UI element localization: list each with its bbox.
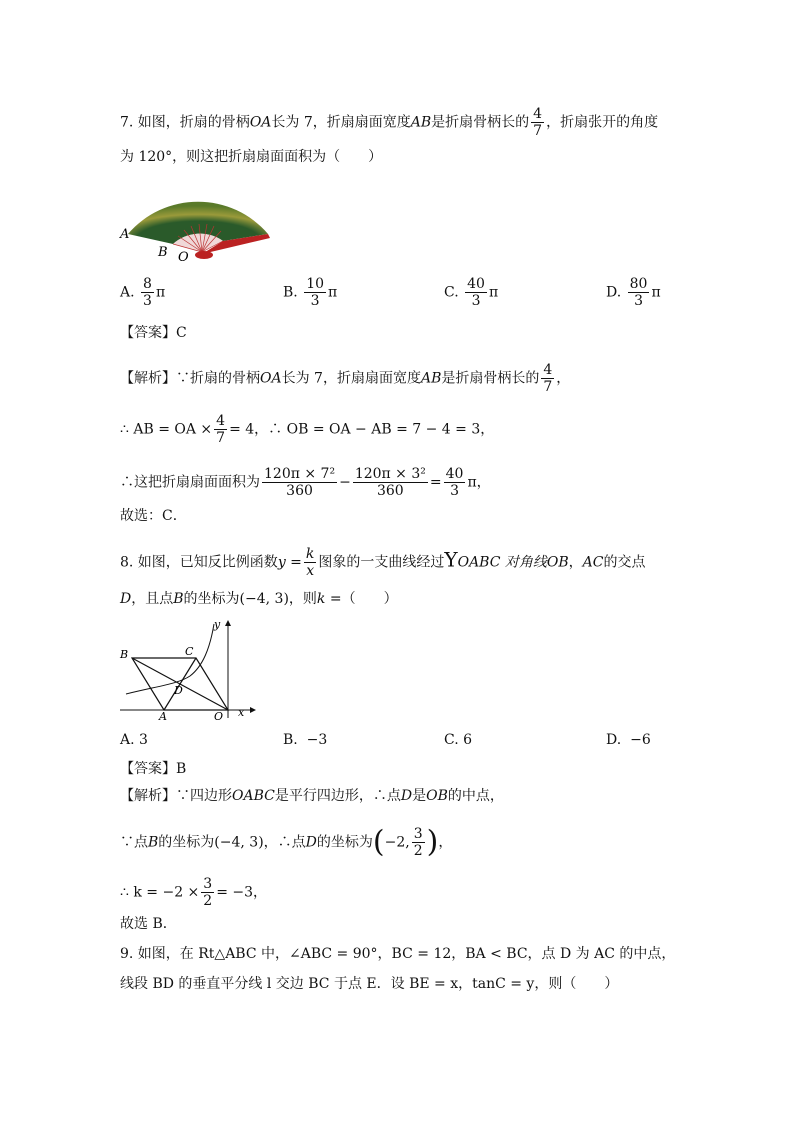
q7-choose: 故选：C．	[120, 508, 187, 524]
fig-point-d: D	[174, 684, 183, 697]
fig-point-c: C	[185, 645, 194, 658]
q7-stem-line2: 为 120°，则这把折扇扇面面积为（ ）	[120, 149, 383, 165]
q8-option-b[interactable]: B. −3	[283, 732, 328, 748]
q7-solution-line3: ∴这把折扇扇面面积为 $\frac{\text{120π × 7²}}{360}$ − $\frac{\text{120π × 3²}}{360}$ = $\frac{40}{3}$ π，	[120, 466, 491, 499]
fig-x-axis-label: x	[238, 706, 245, 719]
q9-stem-line2: 线段 BD 的垂直平分线 l 交边 BC 于点 E．设 BE = x，tanC = y，则（ ）	[120, 976, 619, 992]
fig-point-o: O	[214, 710, 224, 722]
q8-choose: 故选 B．	[120, 916, 177, 932]
q7-options	[0, 276, 794, 316]
q7-stem-line1: 7. 如图，折扇的骨柄OA长为 7，折扇扇面宽度AB是折扇骨柄长的 $\frac{4}{7}$ ，折扇张开的角度	[120, 106, 659, 139]
q7-solution-line2: ∴ AB = OA × $\frac{4}{7}$ = 4，∴ OB = OA − AB = 7 − 4 = 3，	[120, 413, 495, 446]
q8-solution-line1: 【解析】∵四边形OABC是平行四边形，∴点D是OB的中点，	[120, 788, 504, 804]
q7-option-c[interactable]: C. $\frac{40}{3}$ π	[444, 276, 499, 309]
q8-option-a[interactable]: A. 3	[120, 732, 148, 748]
q7-option-a[interactable]: A. $\frac{8}{3}$ π	[120, 276, 166, 309]
q7-option-b[interactable]: B. $\frac{10}{3}$ π	[283, 276, 338, 309]
parallelogram-symbol: Y	[444, 547, 458, 572]
q8-solution-line3: ∴ k = −2 × $\frac{3}{2}$ = −3，	[120, 876, 268, 909]
fig-point-b: B	[120, 648, 129, 661]
folding-fan-figure	[118, 176, 278, 266]
fan-label-a: A	[120, 227, 130, 242]
q8-stem-line2: D，且点B的坐标为(−4, 3)，则k =（ ）	[120, 591, 398, 607]
q8-solution-line2: ∵点B的坐标为(−4, 3)，∴点D的坐标为(−2, $\frac{3}{2}$ )，	[120, 824, 453, 860]
fan-label-o: O	[178, 250, 189, 265]
fraction: $\frac{4}{7}$	[533, 106, 543, 139]
q7-option-d[interactable]: D. $\frac{80}{3}$ π	[606, 276, 661, 309]
q9-stem-line1: 9. 如图，在 Rt△ABC 中，∠ABC = 90°，BC = 12，BA < BC，点 D 为 AC 的中点，	[120, 946, 676, 962]
fig-y-axis-label: y	[214, 618, 221, 631]
q8-option-c[interactable]: C. 6	[444, 732, 473, 748]
q7-answer: 【答案】C	[120, 325, 187, 341]
fan-label-b: B	[158, 245, 168, 260]
q8-stem-line1: 8. 如图，已知反比例函数y = $\frac{k}{x}$ 图象的一支曲线经过YOABC 对角线OB，AC的交点	[120, 546, 646, 579]
q8-option-d[interactable]: D. −6	[606, 732, 651, 748]
q8-coordinate-figure	[118, 618, 258, 722]
q7-solution-line1: 【解析】∵折扇的骨柄OA长为 7，折扇扇面宽度AB是折扇骨柄长的 $\frac{4}{7}$ ，	[120, 362, 571, 395]
fig-point-a: A	[159, 710, 167, 722]
q8-answer: 【答案】B	[120, 761, 187, 777]
